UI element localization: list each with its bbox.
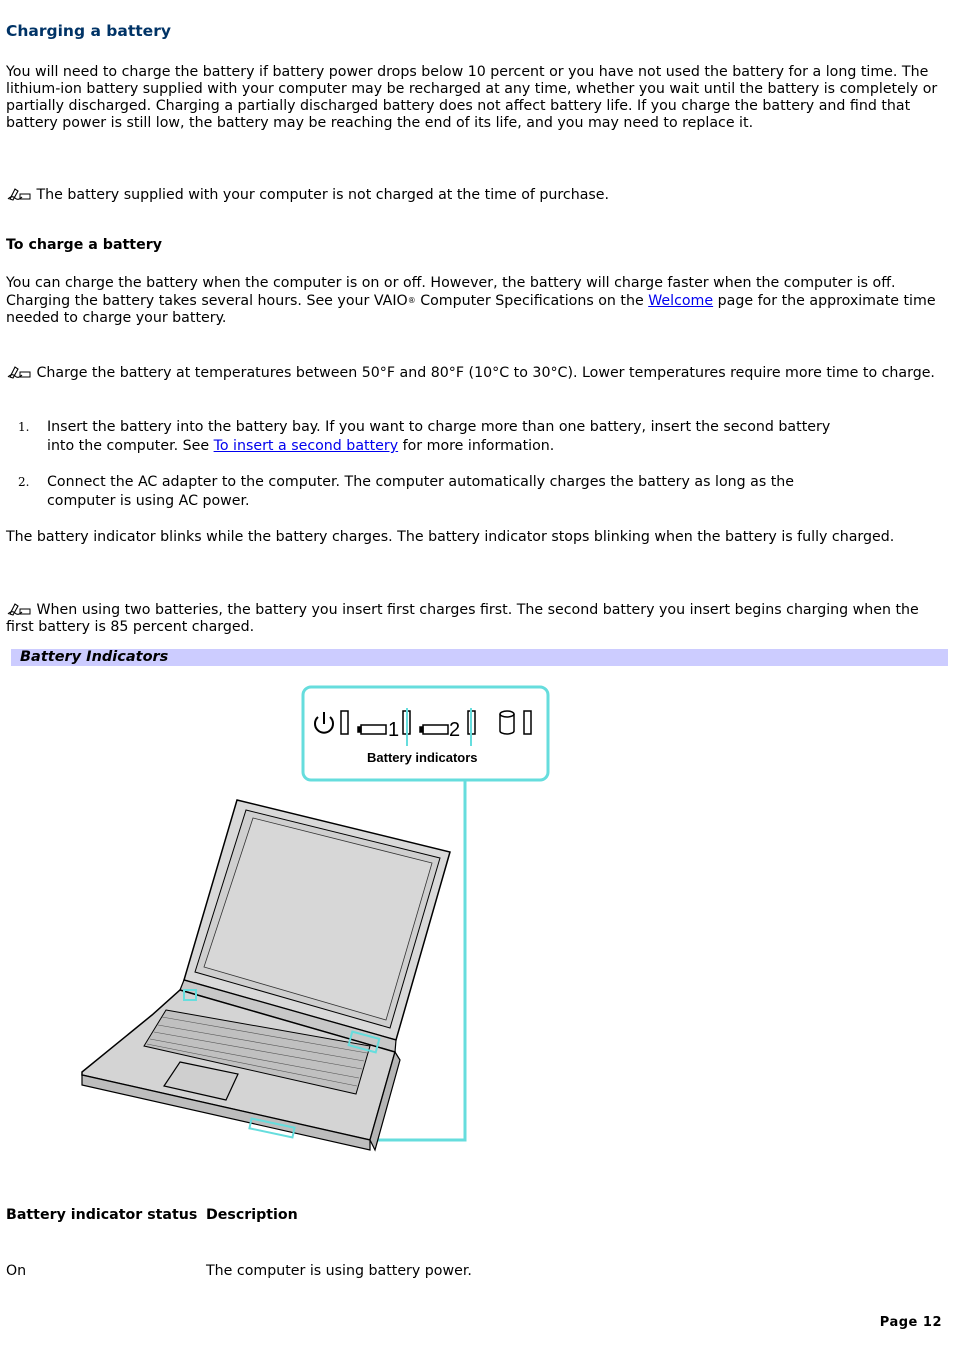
note-2-text: Charge the battery at temperatures between 50°F and 80°F (10°C to 30°C). Lower temperatures require more time to charge. bbox=[36, 365, 935, 381]
table-cell-status: On bbox=[6, 1263, 27, 1279]
page-number: Page 12 bbox=[879, 1315, 942, 1330]
insert-second-battery-link[interactable]: To insert a second battery bbox=[213, 438, 399, 454]
charge-text-3: page for the approximate time needed to charge your battery. bbox=[6, 293, 936, 326]
note-3-text: When using two batteries, the battery you insert first charges first. The second battery you insert begins charging when the first battery is 85 percent charged. bbox=[6, 602, 919, 635]
note-2 bbox=[6, 363, 946, 382]
step-1-number: 1. bbox=[18, 420, 30, 434]
laptop-illustration bbox=[70, 680, 570, 1162]
page-title: Charging a battery bbox=[6, 22, 171, 40]
step-1-text-a: Insert the battery into the battery bay. If you want to charge more than one battery, insert the second battery bbox=[47, 419, 831, 435]
intro-paragraph: You will need to charge the battery if battery power drops below 10 percent or you have not used the battery for a long time. The lithium-ion battery supplied with your computer may be recharged at any time, whether you wait until the battery is completely or partially discharged. Charging a partially discharged battery does not affect battery life. If you charge the battery and find that battery power is still low, the battery may be reaching the end of its life, and you may need to replace it. bbox=[6, 64, 938, 131]
slot-1-label: 1 bbox=[388, 719, 400, 741]
note-pencil-icon bbox=[6, 363, 32, 379]
step-1-text-c: for more information. bbox=[398, 438, 555, 454]
step-2-text-b: computer is using AC power. bbox=[47, 493, 250, 509]
table-header-description: Description bbox=[206, 1207, 298, 1223]
charge-text-2: Computer Specifications on the bbox=[415, 293, 649, 309]
table-cell-description: The computer is using battery power. bbox=[206, 1263, 472, 1279]
charge-paragraph bbox=[6, 275, 946, 327]
band-title: Battery Indicators bbox=[20, 649, 169, 665]
subheading-charge: To charge a battery bbox=[6, 237, 162, 253]
blink-paragraph: The battery indicator blinks while the battery charges. The battery indicator stops blinking when the battery is fully charged. bbox=[6, 529, 895, 545]
registered-mark: ® bbox=[407, 296, 416, 305]
step-1-text-b: into the computer. See bbox=[47, 438, 214, 454]
callout-label: Battery indicators bbox=[367, 750, 478, 765]
table-header-status: Battery indicator status bbox=[6, 1207, 198, 1223]
step-1 bbox=[47, 418, 927, 456]
note-1 bbox=[6, 185, 946, 204]
note-pencil-icon bbox=[6, 600, 32, 616]
slot-2-label: 2 bbox=[449, 719, 461, 741]
charge-text-1: You can charge the battery when the computer is on or off. However, the battery will charge faster when the computer is off. Charging the battery takes several hours. See your VAIO bbox=[6, 275, 896, 309]
note-pencil-icon bbox=[6, 185, 32, 201]
step-2-number: 2. bbox=[18, 475, 30, 489]
note-1-text: The battery supplied with your computer is not charged at the time of purchase. bbox=[36, 187, 610, 203]
step-2-text-a: Connect the AC adapter to the computer. The computer automatically charges the battery as long as the bbox=[47, 474, 795, 490]
battery-indicators-band bbox=[11, 649, 948, 666]
note-3 bbox=[6, 600, 946, 636]
welcome-link[interactable]: Welcome bbox=[648, 293, 714, 309]
step-2 bbox=[47, 473, 927, 511]
